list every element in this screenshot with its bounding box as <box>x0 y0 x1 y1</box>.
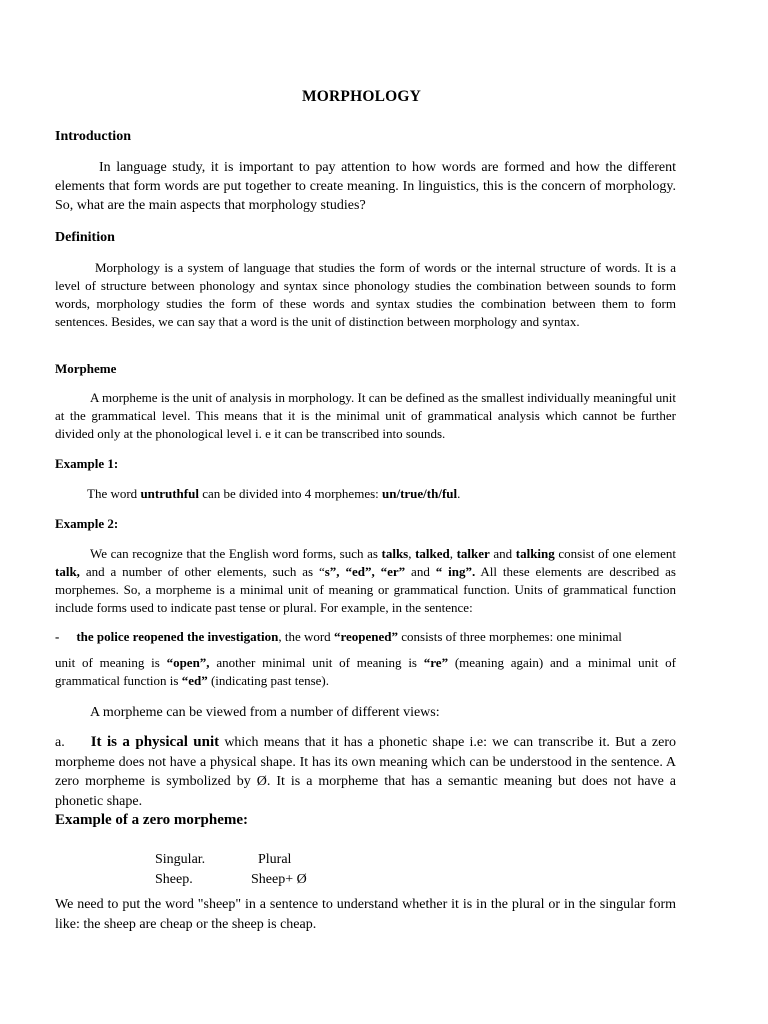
example1-heading: Example 1: <box>55 456 119 471</box>
table-cell-plural: Sheep+ Ø <box>251 872 307 887</box>
bullet-continuation: unit of meaning is “open”, another minimal unit of meaning is “re” (meaning again) and a minimal unit of grammatical function is “ed” (indicating past tense). <box>55 655 676 688</box>
views-paragraph: A morpheme can be viewed from a number of different views: <box>90 705 440 720</box>
example2-paragraph: We can recognize that the English word forms, such as talks, talked, talker and talking consist of one element talk, and a number of other elements, such as “s”, “ed”, “er” and “ ing”. All these elements are described as morphemes. So, a morpheme is a minimal unit of meaning or grammatical function. Units of grammatical function include forms used to indicate past tense or plural. For example, in the sentence: <box>55 546 676 615</box>
example2-heading: Example 2: <box>55 516 119 531</box>
item-a-paragraph: a. It is a physical unit which means that it has a phonetic shape i.e: we can transcribe it. But a zero morpheme does not have a physical shape. It has its own meaning which can be understood in the sentence. A zero morpheme is symbolized by Ø. It is a morpheme that has a semantic meaning but does not have a phonetic shape. <box>55 734 676 809</box>
morpheme-heading: Morpheme <box>55 361 117 376</box>
example1-text: The word untruthful can be divided into 4 morphemes: un/true/th/ful. <box>87 486 461 501</box>
table-cell-singular: Sheep. <box>155 872 193 887</box>
intro-paragraph: In language study, it is important to pay attention to how words are formed and how the different elements that form words are put together to create meaning. In linguistics, this is the concern of morphology. So, what are the main aspects that morphology studies? <box>55 160 676 213</box>
intro-heading: Introduction <box>55 129 131 144</box>
morpheme-paragraph: A morpheme is the unit of analysis in morphology. It can be defined as the smallest individually meaningful unit at the grammatical level. This means that it is the minimal unit of grammatical analysis which cannot be further divided only at the phonological level i. e it can be transcribed into sounds. <box>55 390 676 441</box>
definition-paragraph: Morphology is a system of language that studies the form of words or the internal structure of words. It is a level of structure between phonology and syntax since phonology studies the combination between sounds to form words, morphology studies the form of these words and syntax studies the combination between them to form sentences. Besides, we can say that a word is the unit of distinction between morphology and syntax. <box>55 260 676 329</box>
definition-heading: Definition <box>55 230 115 245</box>
zero-morpheme-heading: Example of a zero morpheme: <box>55 812 249 828</box>
table-header-singular: Singular. <box>155 852 206 867</box>
bullet-line: - the police reopened the investigation, the word “reopened” consists of three morphemes: one minimal <box>55 629 622 644</box>
table-header-plural: Plural <box>258 852 292 867</box>
page-title: MORPHOLOGY <box>301 88 422 105</box>
final-paragraph: We need to put the word "sheep" in a sentence to understand whether it is in the plural or in the singular form like: the sheep are cheap or the sheep is cheap. <box>55 897 676 932</box>
